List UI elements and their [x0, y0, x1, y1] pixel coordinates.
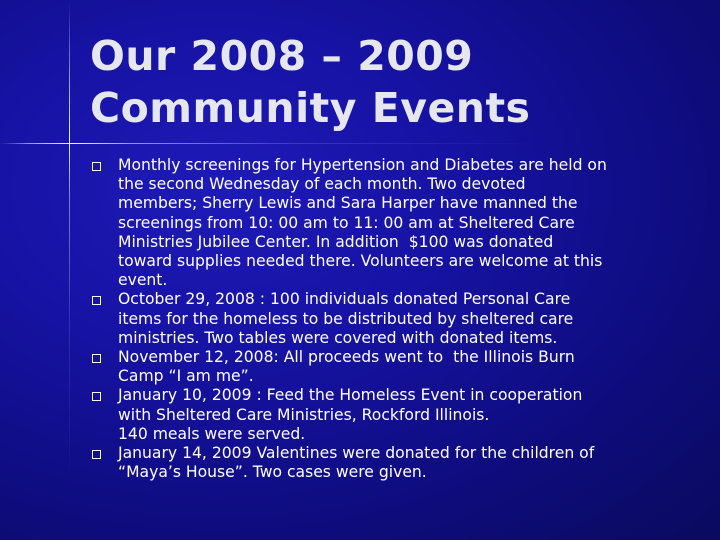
title-line-1: Our 2008 – 2009 — [90, 32, 474, 80]
bullet-5-line-2: “Maya’s House”. Two cases were given. — [118, 463, 427, 482]
bullet-3-line-2: Camp “I am me”. — [118, 367, 254, 386]
bullet-3-line-1: November 12, 2008: All proceeds went to the Illinois Burn — [118, 348, 575, 367]
decorative-horizontal-line — [0, 143, 720, 144]
bullet-4-line-2: with Sheltered Care Ministries, Rockford Illinois. — [118, 405, 490, 424]
bullet-5-line-1: January 14, 2009 Valentines were donated for the children of — [118, 444, 595, 463]
bullet-4-line-1: January 10, 2009 : Feed the Homeless Event in cooperation — [118, 386, 583, 405]
hollow-square-bullet-icon — [92, 162, 101, 171]
slide-title — [90, 30, 690, 134]
bullet-2-line-3: ministries. Two tables were covered with donated items. — [118, 328, 558, 347]
title-line-2: Community Events — [90, 84, 531, 132]
bullet-1-line-5: Ministries Jubilee Center. In addition $100 was donated — [118, 232, 554, 251]
decorative-vertical-line — [69, 0, 70, 540]
bullet-item-4 — [92, 386, 692, 444]
bullet-1-line-1: Monthly screenings for Hypertension and Diabetes are held on — [118, 156, 607, 174]
bullet-item-2 — [92, 290, 692, 348]
bullet-1-line-4: screenings from 10: 00 am to 11: 00 am at Sheltered Care — [118, 213, 575, 232]
hollow-square-bullet-icon — [92, 450, 101, 459]
bullet-list — [92, 156, 692, 482]
hollow-square-bullet-icon — [92, 354, 101, 363]
bullet-1-line-6: toward supplies needed there. Volunteers are welcome at this — [118, 252, 603, 271]
bullet-item-5 — [92, 444, 692, 482]
bullet-4-line-3: 140 meals were served. — [118, 424, 306, 443]
hollow-square-bullet-icon — [92, 296, 101, 305]
bullet-item-3 — [92, 348, 692, 386]
bullet-2-line-1: October 29, 2008 : 100 individuals donated Personal Care — [118, 290, 571, 309]
bullet-1-line-3: members; Sherry Lewis and Sara Harper have manned the — [118, 194, 578, 213]
bullet-2-line-2: items for the homeless to be distributed by sheltered care — [118, 309, 574, 328]
hollow-square-bullet-icon — [92, 392, 101, 401]
bullet-item-1 — [92, 156, 692, 290]
bullet-1-line-2: the second Wednesday of each month. Two devoted — [118, 175, 526, 194]
bullet-1-line-7: event. — [118, 271, 168, 290]
